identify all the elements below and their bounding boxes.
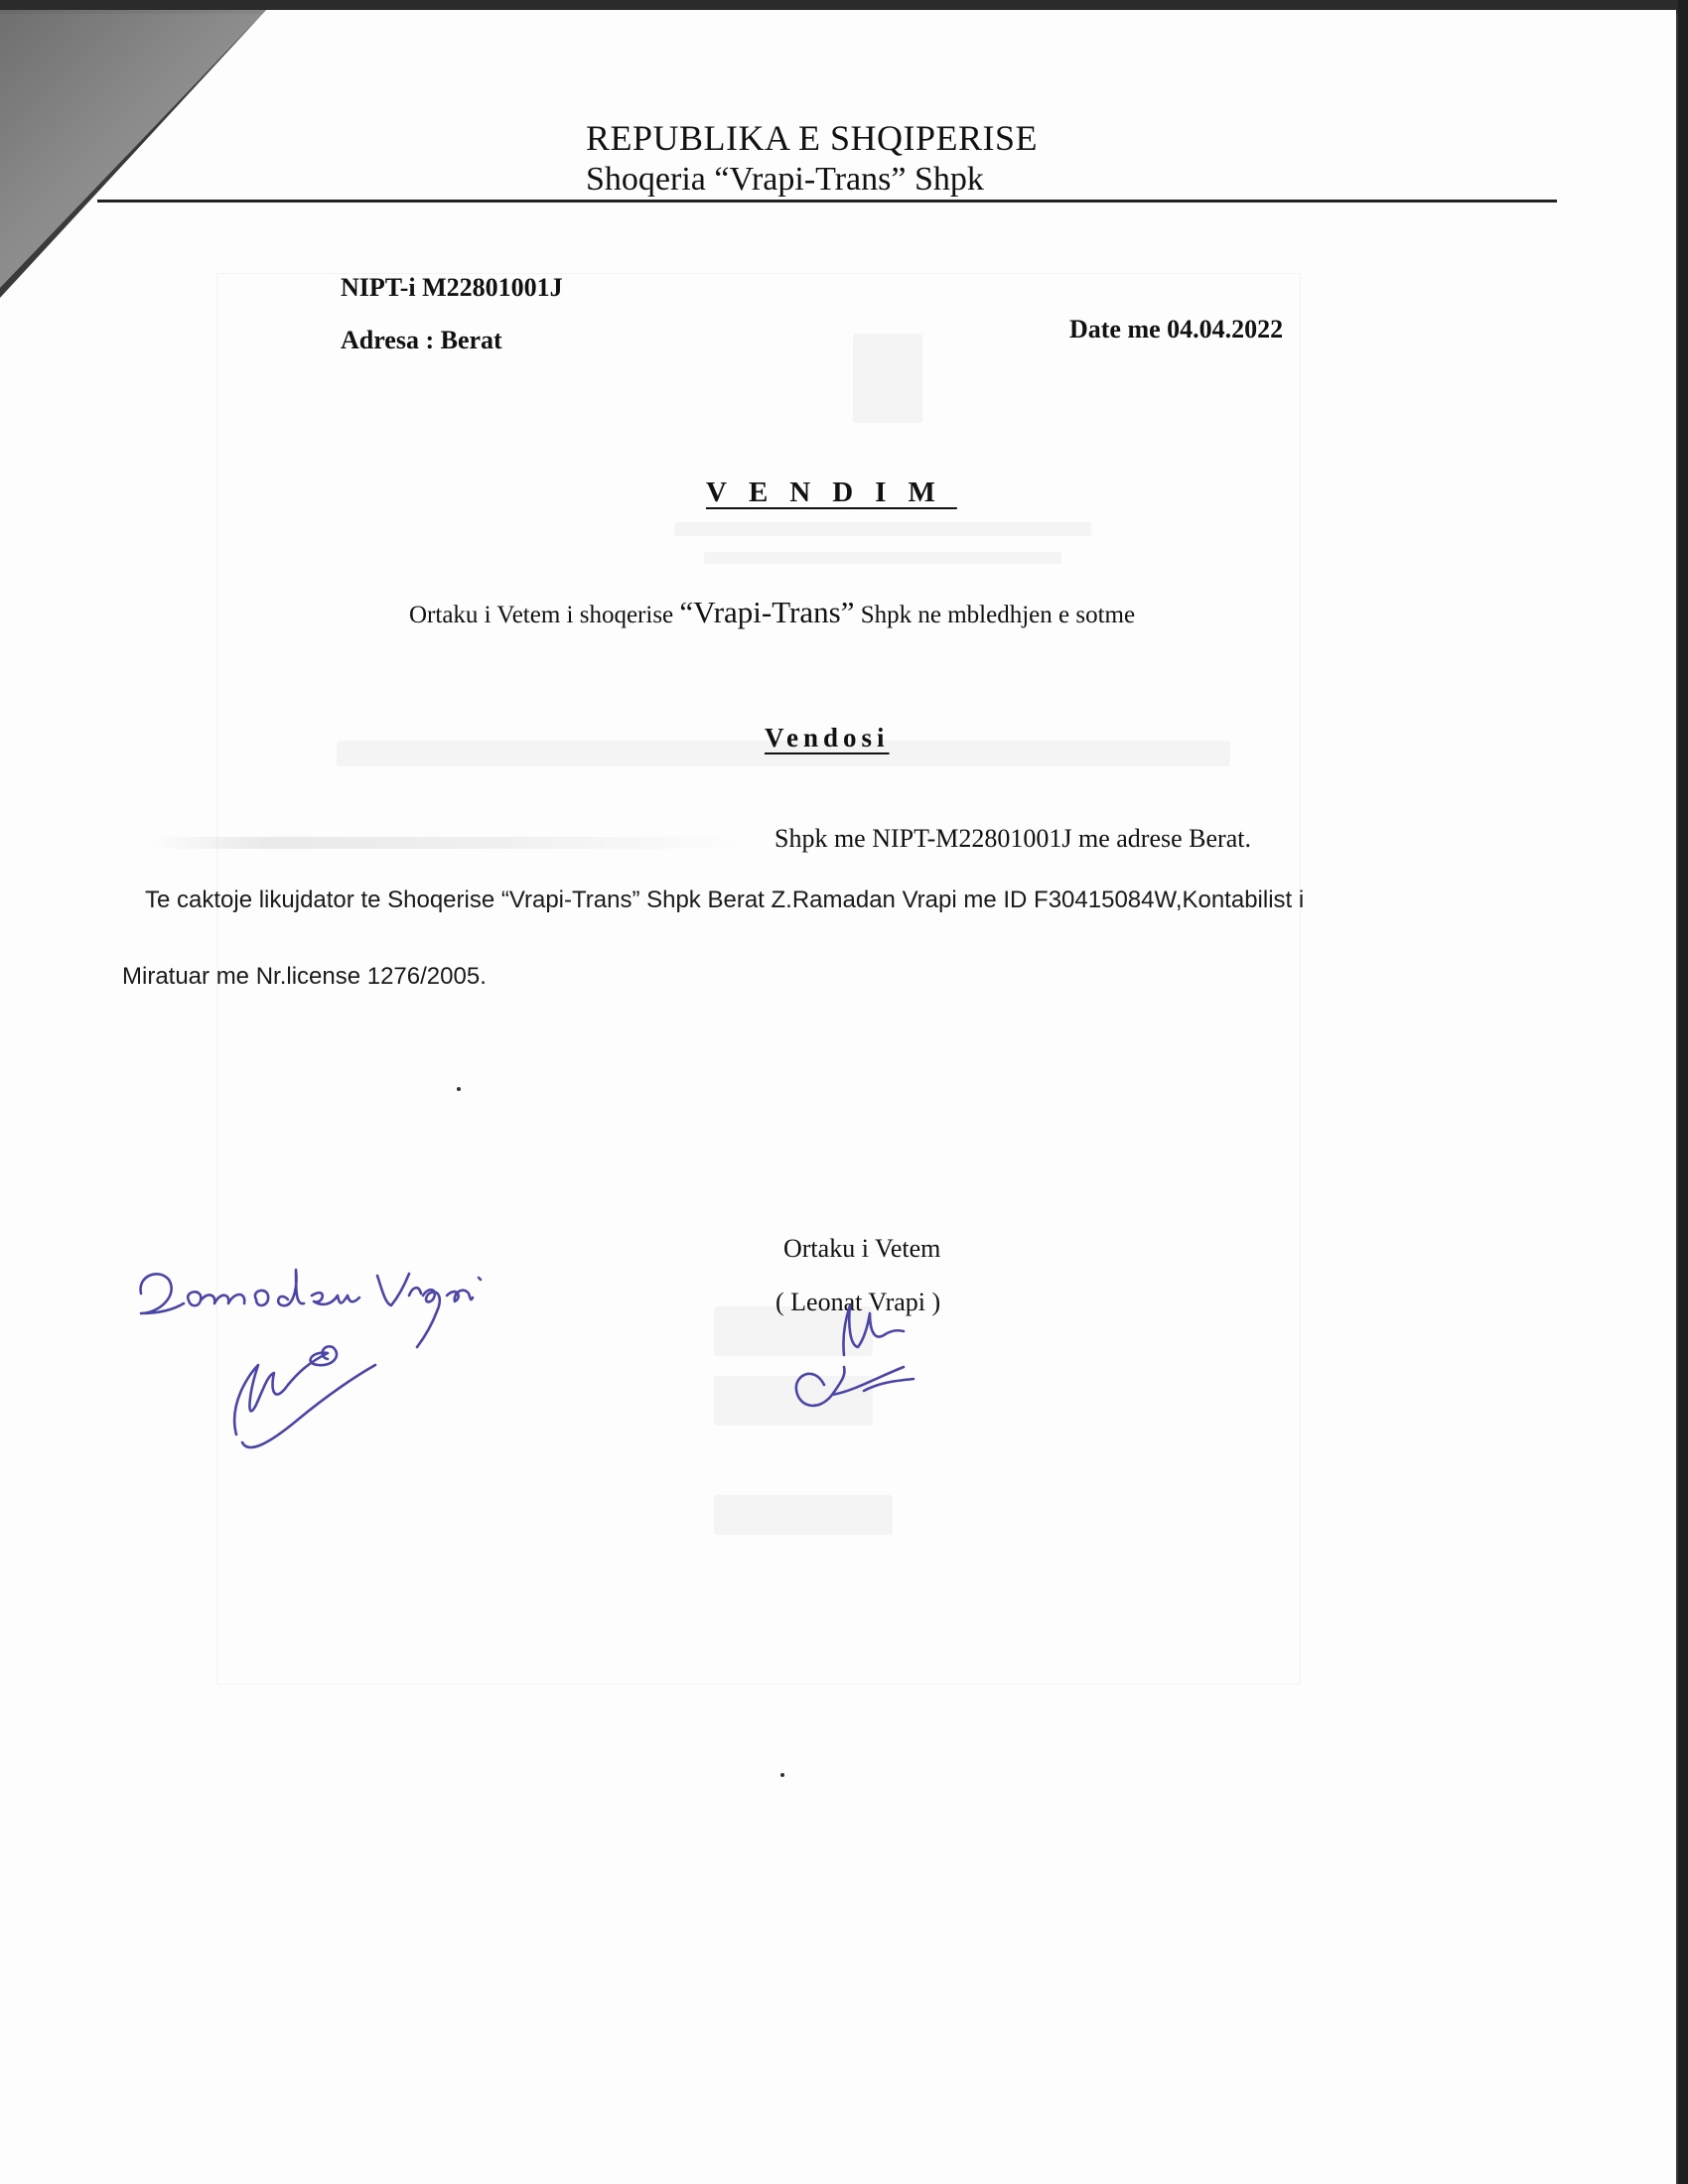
signatory-name: ( Leonat Vrapi )	[775, 1288, 941, 1316]
document-page	[0, 10, 1676, 2184]
republic-title: REPUBLIKA E SHQIPERISE	[586, 118, 1039, 158]
intro-after: Shpk ne mbledhjen e sotme	[854, 602, 1136, 628]
faded-text-area	[149, 837, 745, 849]
body-line-1: Shpk me NIPT-M22801001J me adrese Berat.	[774, 824, 1251, 853]
body-line-3: Miratuar me Nr.license 1276/2005.	[122, 963, 487, 990]
header-divider	[97, 200, 1557, 203]
document-date: Date me 04.04.2022	[1069, 315, 1284, 343]
letterhead	[586, 117, 1281, 199]
handwritten-signature-leonat	[784, 1296, 963, 1434]
decides-heading: Vendosi	[765, 723, 890, 752]
handwritten-signature-ramadan	[129, 1256, 546, 1504]
signatory-role: Ortaku i Vetem	[783, 1234, 941, 1263]
nipt-number: NIPT-i M22801001J	[341, 273, 563, 302]
scan-speck	[457, 1087, 461, 1091]
intro-before: Ortaku i Vetem i shoqerise	[409, 602, 680, 628]
document-title: VENDIM	[706, 477, 957, 508]
scan-border-right	[1678, 0, 1688, 2184]
intro-company: “Vrapi-Trans”	[679, 595, 855, 629]
address: Adresa : Berat	[341, 326, 502, 354]
company-name: Shoqeria “Vrapi-Trans” Shpk	[586, 161, 984, 198]
scan-speck	[780, 1773, 784, 1777]
body-line-2: Te caktoje likujdator te Shoqerise “Vrapi-Trans” Shpk Berat Z.Ramadan Vrapi me ID F30415084W,Kontabilist i	[145, 887, 1305, 913]
intro-line	[409, 595, 1135, 630]
